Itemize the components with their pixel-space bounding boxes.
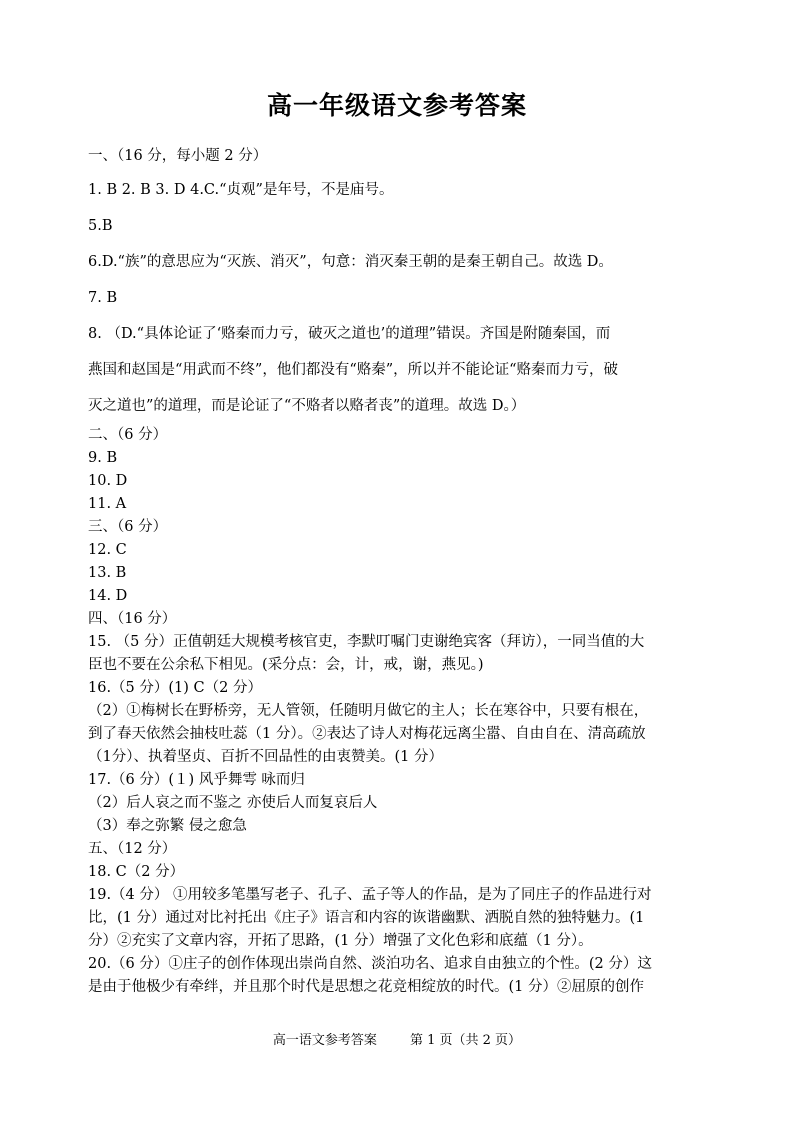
answer-line: 灭之道也”的道理，而是论证了“不赂者以赂者丧”的道理。故选 D。） [88,398,526,414]
answer-line: 15. （5 分）正值朝廷大规模考核官吏，李默叮嘱门吏谢绝宾客（拜访），一同当值的大 [88,634,645,650]
section-heading-5: 五、（12 分） [88,841,177,857]
answer-line: 14. D [88,588,128,604]
answer-line: 12. C [88,542,127,558]
answer-line: 燕国和赵国是“用武而不终”，他们都没有“赂秦”，所以并不能论证“赂秦而力亏，破 [88,362,619,378]
answer-line: 5.B [88,218,113,234]
answer-line: 8. （D.“具体论证了‘赂秦而力亏，破灭之道也’的道理”错误。齐国是附随秦国，而 [88,326,611,342]
answer-content [88,140,708,999]
section-heading-2: 二、（6 分） [88,427,168,443]
answer-line: （1分）、执着坚贞、百折不回品性的由衷赞美。(1 分） [88,749,443,765]
page-title: 高一年级语文参考答案 [266,91,527,120]
answer-line: （2）后人哀之而不鉴之 亦使后人而复哀后人 [88,795,378,811]
answer-line: 17.（6 分）(１) 风乎舞雩 咏而归 [88,772,305,788]
answer-line: 13. B [88,565,127,581]
answer-line: 11. A [88,496,127,512]
answer-line: 1. B 2. B 3. D 4.C.“贞观”是年号，不是庙号。 [88,182,394,198]
answer-line: （2）①梅树长在野桥旁，无人管领，任随明月做它的主人；长在寒谷中，只要有根在， [88,703,649,719]
answer-line: 19.（4 分） ①用较多笔墨写老子、孔子、孟子等人的作品，是为了同庄子的作品进行对 [88,887,652,903]
answer-line: 到了春天依然会抽枝吐蕊（1 分）。②表达了诗人对梅花远离尘嚣、自由自在、清高疏放 [88,726,646,742]
answer-line: 是由于他极少有牵绊，并且那个时代是思想之花竞相绽放的时代。(1 分）②屈原的创作 [88,979,644,995]
section-heading-1: 一、（16 分，每小题 2 分） [88,148,268,164]
answer-line: 9. B [88,450,118,466]
section-heading-4: 四、（16 分） [88,611,177,627]
answer-line: 分）②充实了文章内容，开拓了思路，(1 分）增强了文化色彩和底蕴（1 分）。 [88,933,593,949]
answer-line: 18. C（2 分） [88,864,185,880]
answer-line: 7. B [88,290,118,306]
answer-line: 10. D [88,473,128,489]
section-heading-3: 三、（6 分） [88,519,168,535]
answer-line: 臣也不要在公余私下相见。(采分点：会，计，戒，谢，燕见。) [88,657,484,673]
page-footer: 高一语文参考答案 第 1 页（共 2 页） [272,1033,522,1048]
answer-line: 20.（6 分）①庄子的创作体现出崇尚自然、淡泊功名、追求自由独立的个性。(2 分）这 [88,956,652,972]
answer-line: 16.（5 分）(1) C（2 分） [88,680,262,696]
answer-line: 6.D.“族”的意思应为“灭族、消灭”，句意：消灭秦王朝的是秦王朝自己。故选 D。 [88,254,613,270]
answer-line: 比，(1 分）通过对比衬托出《庄子》语言和内容的诙谐幽默、洒脱自然的独特魅力。(1 [88,910,645,926]
answer-line: （3）奉之弥繁 侵之愈急 [88,818,247,834]
